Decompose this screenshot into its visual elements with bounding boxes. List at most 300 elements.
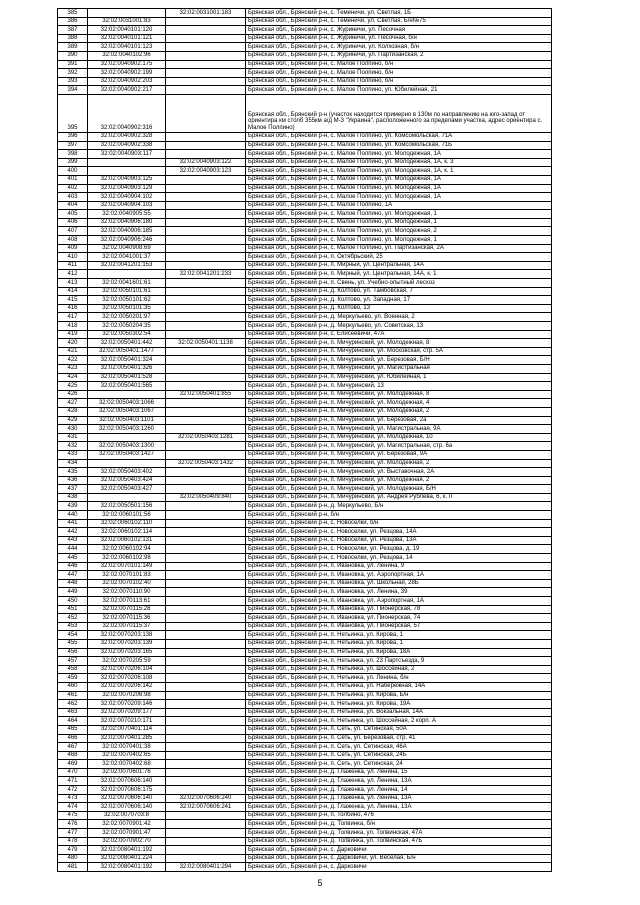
table-row (58, 614, 552, 623)
cadastral-number-alt-cell (166, 364, 246, 373)
table-row (58, 459, 552, 468)
table-row (58, 751, 552, 760)
row-number-cell: 445 (58, 554, 88, 563)
cadastral-number-alt-cell (166, 519, 246, 528)
table-row (58, 94, 552, 132)
cadastral-number-cell: 32:02:0050401:565 (88, 382, 166, 391)
cadastral-number-alt-cell (166, 77, 246, 86)
cadastral-number-alt-cell (166, 854, 246, 863)
cadastral-number-alt-cell: 32:02:0070606:241 (166, 803, 246, 812)
address-cell: Брянская обл., Брянский р-н, п. Нетьинка, ул. Кирова, 18А (246, 648, 552, 657)
row-number-cell: 399 (58, 158, 88, 167)
address-cell: Брянская обл., Брянский р-н, д. Глаженка, ул. Ленина, 13А (246, 803, 552, 812)
address-cell: Брянская обл., Брянский р-н, с. Журиничи, ул. Партизанская, 2 (246, 51, 552, 60)
address-cell: Брянская обл., Брянский р-н, д. Глаженка, ул. Ленина, 13А (246, 794, 552, 803)
cadastral-number-cell (88, 9, 166, 18)
table-row (58, 794, 552, 803)
address-cell: Брянская обл., Брянский р-н, с. Малое Полпино, б/н (246, 60, 552, 69)
row-number-cell: 434 (58, 459, 88, 468)
cadastral-number-alt-cell (166, 682, 246, 691)
cadastral-number-cell: 32:02:0070902:70 (88, 837, 166, 846)
table-row (58, 734, 552, 743)
address-cell: Брянская обл., Брянский р-н, д. Глаженка, ул. Ленина, 13А (246, 777, 552, 786)
cadastral-number-alt-cell (166, 407, 246, 416)
cadastral-number-cell: 32:02:0070210:171 (88, 717, 166, 726)
row-number-cell: 398 (58, 150, 88, 159)
cadastral-number-cell: 32:02:0050401:442 (88, 339, 166, 348)
row-number-cell: 452 (58, 614, 88, 623)
address-cell: Брянская обл., Брянский р-н, с. Малое Полпино, ул. Молодежная, 1А (246, 184, 552, 193)
cadastral-number-alt-cell (166, 674, 246, 683)
cadastral-number-cell: 32:02:0040905:55 (88, 210, 166, 219)
cadastral-number-alt-cell (166, 141, 246, 150)
address-cell: Брянская обл., Брянский р-н, п. Ивановка, ул. Пионерская, 74 (246, 614, 552, 623)
cadastral-number-cell (88, 390, 166, 399)
cadastral-number-cell: 32:02:0060101:56 (88, 511, 166, 520)
address-cell: Брянская обл., Брянский р-н, п. Нетьинка, ул. Кирова, 1 (246, 631, 552, 640)
address-cell: Брянская обл., Брянский р-н, п. Мичуринский, ул. Магистральная, 9А (246, 425, 552, 434)
table-row (58, 811, 552, 820)
table-row (58, 390, 552, 399)
cadastral-number-cell: 32:02:0040906:180 (88, 218, 166, 227)
table-row (58, 296, 552, 305)
table-row (58, 175, 552, 184)
row-number-cell: 450 (58, 597, 88, 606)
address-cell: Брянская обл., Брянский р-н, п. Мичуринский, ул. Молодежная, 8 (246, 339, 552, 348)
row-number-cell: 465 (58, 725, 88, 734)
address-cell: Брянская обл., Брянский р-н, п. Мичуринский, ул. Молодежная, 2 (246, 459, 552, 468)
row-number-cell: 458 (58, 665, 88, 674)
cadastral-number-alt-cell (166, 820, 246, 829)
row-number-cell: 463 (58, 708, 88, 717)
row-number-cell: 469 (58, 760, 88, 769)
row-number-cell: 417 (58, 313, 88, 322)
address-cell: Брянская обл., Брянский р-н, п. Мичуринский, ул. Березовая, Б/Н (246, 356, 552, 365)
cadastral-number-cell: 32:02:0040902:328 (88, 132, 166, 141)
row-number-cell: 442 (58, 528, 88, 537)
table-row (58, 17, 552, 26)
table-row (58, 236, 552, 245)
table-row (58, 768, 552, 777)
row-number-cell: 392 (58, 69, 88, 78)
cadastral-number-alt-cell (166, 382, 246, 391)
address-cell: Брянская обл., Брянский р-н, с. Дарковичи, ул. Веселая, Б/н (246, 854, 552, 863)
cadastral-number-alt-cell: 32:02:0040903:122 (166, 158, 246, 167)
row-number-cell: 385 (58, 9, 88, 18)
row-number-cell: 410 (58, 253, 88, 262)
table-row (58, 433, 552, 442)
row-number-cell: 470 (58, 768, 88, 777)
address-cell: Брянская обл., Брянский р-н, с. Малое Полпино, ул. Молодежная, 1 (246, 218, 552, 227)
address-cell: Брянская обл., Брянский р-н, п. Сеть, ул. Сетинская, 50А (246, 725, 552, 734)
cadastral-number-cell: 32:02:0060102:131 (88, 536, 166, 545)
row-number-cell: 436 (58, 476, 88, 485)
cadastral-number-alt-cell (166, 184, 246, 193)
cadastral-number-cell: 32:02:0040904:103 (88, 201, 166, 210)
table-row (58, 77, 552, 86)
cadastral-number-alt-cell (166, 26, 246, 35)
row-number-cell: 428 (58, 407, 88, 416)
address-cell: Брянская обл., Брянский р-н, п. Сеть, ул. Сетинская, 24 (246, 760, 552, 769)
row-number-cell: 473 (58, 794, 88, 803)
table-row (58, 34, 552, 43)
table-row (58, 571, 552, 580)
cadastral-number-cell: 32:02:0070101:83 (88, 571, 166, 580)
row-number-cell: 432 (58, 442, 88, 451)
cadastral-number-alt-cell (166, 622, 246, 631)
row-number-cell: 481 (58, 863, 88, 872)
row-number-cell: 386 (58, 17, 88, 26)
address-cell: Брянская обл., Брянский р-н, д. Меркульево, ул. Военная, 2 (246, 313, 552, 322)
cadastral-number-cell: 32:02:0040906:185 (88, 227, 166, 236)
table-row (58, 399, 552, 408)
address-cell: Брянская обл., Брянский р-н, с. Малое Полпино, ул. Молодежная, 2 (246, 227, 552, 236)
row-number-cell: 435 (58, 468, 88, 477)
row-number-cell: 439 (58, 502, 88, 511)
row-number-cell: 404 (58, 201, 88, 210)
address-cell: Брянская обл., Брянский р-н, п. Сеть, ул. Сетинская, 46А (246, 743, 552, 752)
address-cell: Брянская обл., Брянский р-н, п. Толбино, 476 (246, 811, 552, 820)
table-row (58, 502, 552, 511)
table-row (58, 639, 552, 648)
row-number-cell: 479 (58, 846, 88, 855)
table-row (58, 261, 552, 270)
cadastral-number-cell: 32:02:0031001:83 (88, 17, 166, 26)
table-row (58, 803, 552, 812)
cadastral-number-alt-cell (166, 691, 246, 700)
cadastral-number-cell: 32:02:0040101:121 (88, 34, 166, 43)
cadastral-number-cell: 32:02:0060102:110 (88, 519, 166, 528)
address-cell: Брянская обл., Брянский р-н, п. Свень, ул. Учебно-опытный лесхоз (246, 279, 552, 288)
cadastral-number-alt-cell (166, 34, 246, 43)
table-row (58, 218, 552, 227)
cadastral-number-cell: 32:02:0040902:316 (88, 94, 166, 132)
address-cell: Брянская обл., Брянский р-н, п. Сеть, ул. Сетинская, 24Б (246, 751, 552, 760)
cadastral-number-cell: 32:02:0050403:1427 (88, 450, 166, 459)
address-cell: Брянская обл., Брянский р-н, п. Мичуринский, ул. Молодежная, 4 (246, 399, 552, 408)
cadastral-number-alt-cell (166, 86, 246, 95)
table-row (58, 485, 552, 494)
cadastral-number-cell: 32:02:0050403:1066 (88, 399, 166, 408)
cadastral-number-cell (88, 167, 166, 176)
cadastral-number-cell: 32:02:0050101:35 (88, 304, 166, 313)
table-row (58, 330, 552, 339)
address-cell: Брянская обл., Брянский р-н, п. Мирный, ул. Центральная, 14А, к. 1 (246, 270, 552, 279)
row-number-cell: 474 (58, 803, 88, 812)
cadastral-number-cell: 32:02:0070401:285 (88, 734, 166, 743)
address-cell: Брянская обл., Брянский р-н (участок находится примерно в 130м по направлению на юго-запад от ориентира км столб 355км а/д М-3 "Украина", расположенного за пределами участка, адрес ориентира с. Малое Полпино) (246, 94, 552, 132)
table-row (58, 493, 552, 502)
address-cell: Брянская обл., Брянский р-н, с. Журиничи, ул. Песочная (246, 26, 552, 35)
cadastral-number-cell: 32:02:0070113:61 (88, 597, 166, 606)
cadastral-number-cell: 32:02:0040906:246 (88, 236, 166, 245)
cadastral-number-alt-cell: 32:02:0050401:1138 (166, 339, 246, 348)
table-row (58, 829, 552, 838)
table-row (58, 193, 552, 202)
row-number-cell: 480 (58, 854, 88, 863)
row-number-cell: 441 (58, 519, 88, 528)
table-row (58, 588, 552, 597)
cadastral-number-alt-cell (166, 811, 246, 820)
cadastral-number-cell: 32:02:0070209:177 (88, 708, 166, 717)
row-number-cell: 389 (58, 43, 88, 52)
address-cell: Брянская обл., Брянский р-н, д. Глаженка, ул. Ленина, 14 (246, 786, 552, 795)
row-number-cell: 440 (58, 511, 88, 520)
cadastral-number-cell: 32:02:0070401:38 (88, 743, 166, 752)
cadastral-number-cell: 32:02:0070206:98 (88, 691, 166, 700)
address-cell: Брянская обл., Брянский р-н, п. Нетьинка, ул. Кирова, 19А (246, 700, 552, 709)
table-row (58, 356, 552, 365)
table-row (58, 579, 552, 588)
address-cell: Брянская обл., Брянский р-н, с. Малое Полпино, ул. Молодежная, 1А (246, 193, 552, 202)
address-cell: Брянская обл., Брянский р-н, п. Ивановка, ул. Школьная, 28Б (246, 579, 552, 588)
cadastral-number-cell: 32:02:0040101:120 (88, 26, 166, 35)
address-cell: Брянская обл., Брянский р-н, п. Сеть, ул. Березовая, стр. 41 (246, 734, 552, 743)
table-row (58, 820, 552, 829)
address-cell: Брянская обл., Брянский р-н, с. Малое Полпино, ул. Партизанская, 2А (246, 244, 552, 253)
address-cell: Брянская обл., Брянский р-н, д. Толвинка, ул. Толвинская, 47Б (246, 837, 552, 846)
cadastral-number-alt-cell: 32:02:0050403:1281 (166, 433, 246, 442)
table-row (58, 442, 552, 451)
page-number: 5 (317, 878, 323, 888)
cadastral-number-alt-cell: 32:02:0050401:855 (166, 390, 246, 399)
table-row (58, 86, 552, 95)
row-number-cell: 411 (58, 261, 88, 270)
cadastral-number-cell: 32:02:0041001:37 (88, 253, 166, 262)
row-number-cell: 461 (58, 691, 88, 700)
address-cell: Брянская обл., Брянский р-н, д. Колтово, ул. Западная, 17 (246, 296, 552, 305)
table-row (58, 69, 552, 78)
address-cell: Брянская обл., Брянский р-н, с. Малое Полпино, ул. Юбилейная, 21 (246, 86, 552, 95)
cadastral-number-cell: 32:02:0070205:59 (88, 657, 166, 666)
row-number-cell: 437 (58, 485, 88, 494)
row-number-cell: 468 (58, 751, 88, 760)
address-cell: Брянская обл., Брянский р-н, п. Мичуринский, ул. Магистральная, стр. 6а (246, 442, 552, 451)
row-number-cell: 390 (58, 51, 88, 60)
table-row (58, 528, 552, 537)
table-row (58, 476, 552, 485)
address-cell: Брянская обл., Брянский р-н, п. Октябрьский, 25 (246, 253, 552, 262)
cadastral-number-cell: 32:02:0040903:125 (88, 175, 166, 184)
cadastral-number-cell: 32:02:0070606:140 (88, 803, 166, 812)
cadastral-number-cell: 32:02:0040903:117 (88, 150, 166, 159)
table-row (58, 837, 552, 846)
cadastral-number-alt-cell (166, 218, 246, 227)
address-cell: Брянская обл., Брянский р-н, п. Нетьинка, ул. Шоссейная, 2 корп. А (246, 717, 552, 726)
cadastral-number-alt-cell: 32:02:0070606:240 (166, 794, 246, 803)
cadastral-number-cell: 32:02:0070209:146 (88, 700, 166, 709)
table-row (58, 674, 552, 683)
cadastral-number-alt-cell (166, 502, 246, 511)
row-number-cell: 422 (58, 356, 88, 365)
table-row (58, 691, 552, 700)
address-cell: Брянская обл., Брянский р-н, п. Нетьинка, ул. Вокзальная, 14А (246, 708, 552, 717)
cadastral-number-cell: 32:02:0070203:139 (88, 639, 166, 648)
cadastral-number-alt-cell (166, 829, 246, 838)
table-row (58, 150, 552, 159)
address-cell: Брянская обл., Брянский р-н, п. Мичуринский, ул. Молодежная, Б/Н (246, 485, 552, 494)
cadastral-number-cell: 32:02:0050101:62 (88, 296, 166, 305)
table-row (58, 279, 552, 288)
row-number-cell: 393 (58, 77, 88, 86)
address-cell: Брянская обл., Брянский р-н, с. Новоселки, ул. Резцова, 13А (246, 536, 552, 545)
cadastral-number-alt-cell (166, 330, 246, 339)
cadastral-number-cell: 32:02:0080401:192 (88, 846, 166, 855)
cadastral-number-cell: 32:02:0070115:28 (88, 605, 166, 614)
row-number-cell: 409 (58, 244, 88, 253)
cadastral-number-alt-cell: 32:02:0040903:123 (166, 167, 246, 176)
address-cell: Брянская обл., Брянский р-н, п. Ивановка, ул. Ленина, 9 (246, 562, 552, 571)
table-row (58, 158, 552, 167)
row-number-cell: 460 (58, 682, 88, 691)
row-number-cell: 415 (58, 296, 88, 305)
address-cell: Брянская обл., Брянский р-н, с. Новоселки, б/н (246, 519, 552, 528)
address-cell: Брянская обл., Брянский р-н, п. Мичуринский, 13 (246, 382, 552, 391)
cadastral-number-cell: 32:02:0070203:165 (88, 648, 166, 657)
table-row (58, 631, 552, 640)
address-cell: Брянская обл., Брянский р-н, с. Малое Полпино, ул. Комсомольская, 71А (246, 132, 552, 141)
cadastral-number-alt-cell (166, 476, 246, 485)
table-row (58, 382, 552, 391)
cadastral-number-alt-cell (166, 768, 246, 777)
cadastral-number-cell (88, 459, 166, 468)
cadastral-number-cell: 32:02:0050401:326 (88, 364, 166, 373)
table-row (58, 717, 552, 726)
cadastral-number-cell: 32:02:0050501:156 (88, 502, 166, 511)
table-row (58, 43, 552, 52)
address-cell: Брянская обл., Брянский р-н, п. Мичуринский, ул. Выставочная, 2А (246, 468, 552, 477)
cadastral-number-alt-cell: 32:02:0031001:183 (166, 9, 246, 18)
row-number-cell: 446 (58, 562, 88, 571)
cadastral-number-alt-cell (166, 193, 246, 202)
cadastral-number-alt-cell (166, 588, 246, 597)
cadastral-number-alt-cell: 32:02:0050409:840 (166, 493, 246, 502)
table-row (58, 26, 552, 35)
row-number-cell: 423 (58, 364, 88, 373)
cadastral-number-cell: 32:02:0040903:129 (88, 184, 166, 193)
cadastral-number-alt-cell (166, 597, 246, 606)
row-number-cell: 466 (58, 734, 88, 743)
cadastral-number-cell: 32:02:0080401:192 (88, 863, 166, 872)
row-number-cell: 408 (58, 236, 88, 245)
cadastral-number-cell (88, 433, 166, 442)
row-number-cell: 433 (58, 450, 88, 459)
table-row (58, 786, 552, 795)
row-number-cell: 414 (58, 287, 88, 296)
cadastral-number-alt-cell (166, 296, 246, 305)
address-cell: Брянская обл., Брянский р-н, с. Малое Полпино, б/н (246, 77, 552, 86)
cadastral-number-alt-cell: 32:02:0041201:233 (166, 270, 246, 279)
table-row (58, 700, 552, 709)
cadastral-number-alt-cell (166, 777, 246, 786)
table-row (58, 167, 552, 176)
table-row (58, 536, 552, 545)
table-row (58, 210, 552, 219)
row-number-cell: 478 (58, 837, 88, 846)
address-cell: Брянская обл., Брянский р-н, с. Малое Полпино, 1А (246, 201, 552, 210)
address-cell: Брянская обл., Брянский р-н, с. Малое Полпино, ул. Молодежная, 1 (246, 210, 552, 219)
address-cell: Брянская обл., Брянский р-н, с. Дарковичи (246, 846, 552, 855)
row-number-cell: 475 (58, 811, 88, 820)
table-row (58, 708, 552, 717)
address-cell: Брянская обл., Брянский р-н, п. Мирный, ул. Центральная, 14А (246, 261, 552, 270)
cadastral-number-cell: 32:02:0080401:224 (88, 854, 166, 863)
row-number-cell: 421 (58, 347, 88, 356)
cadastral-number-cell: 32:02:0070606:175 (88, 786, 166, 795)
cadastral-number-alt-cell (166, 571, 246, 580)
cadastral-number-alt-cell (166, 846, 246, 855)
row-number-cell: 472 (58, 786, 88, 795)
table-row (58, 597, 552, 606)
row-number-cell: 467 (58, 743, 88, 752)
table-row (58, 407, 552, 416)
table-row (58, 562, 552, 571)
cadastral-table (57, 8, 552, 872)
cadastral-number-alt-cell (166, 450, 246, 459)
cadastral-number-cell: 32:02:0070901:47 (88, 829, 166, 838)
row-number-cell: 459 (58, 674, 88, 683)
address-cell: Брянская обл., Брянский р-н, п. Мичуринский, ул. Молодежная, 2 (246, 476, 552, 485)
table-row (58, 665, 552, 674)
row-number-cell: 395 (58, 94, 88, 132)
row-number-cell: 444 (58, 545, 88, 554)
cadastral-number-cell: 32:02:0050401:528 (88, 373, 166, 382)
cadastral-number-alt-cell (166, 132, 246, 141)
cadastral-number-alt-cell (166, 665, 246, 674)
table-row (58, 9, 552, 18)
cadastral-number-alt-cell (166, 69, 246, 78)
cadastral-number-cell: 32:02:0040908:69 (88, 244, 166, 253)
cadastral-number-alt-cell (166, 17, 246, 26)
cadastral-number-alt-cell (166, 94, 246, 132)
cadastral-number-alt-cell: 32:02:0050403:1432 (166, 459, 246, 468)
cadastral-number-alt-cell (166, 43, 246, 52)
cadastral-number-cell: 32:02:0060102:114 (88, 528, 166, 537)
cadastral-number-alt-cell (166, 545, 246, 554)
cadastral-number-cell (88, 158, 166, 167)
cadastral-number-alt-cell (166, 614, 246, 623)
cadastral-number-alt-cell (166, 442, 246, 451)
cadastral-number-alt-cell (166, 657, 246, 666)
address-cell: Брянская обл., Брянский р-н, п. Ивановка, ул. Пионерская, 57 (246, 622, 552, 631)
table-row (58, 227, 552, 236)
row-number-cell: 462 (58, 700, 88, 709)
cadastral-number-cell: 32:02:0040902:175 (88, 60, 166, 69)
cadastral-number-alt-cell (166, 322, 246, 331)
row-number-cell: 451 (58, 605, 88, 614)
row-number-cell: 476 (58, 820, 88, 829)
row-number-cell: 438 (58, 493, 88, 502)
cadastral-number-alt-cell (166, 261, 246, 270)
address-cell: Брянская обл., Брянский р-н, с. Малое Полпино, ул. Молодежная, 1А (246, 175, 552, 184)
table-row (58, 450, 552, 459)
cadastral-number-alt-cell (166, 536, 246, 545)
cadastral-number-alt-cell (166, 562, 246, 571)
cadastral-number-alt-cell (166, 227, 246, 236)
table-row (58, 201, 552, 210)
row-number-cell: 454 (58, 631, 88, 640)
address-cell: Брянская обл., Брянский р-н, п. Нетьинка, ул. Шоссейная, 2 (246, 665, 552, 674)
address-cell: Брянская обл., Брянский р-н, п. Мичуринский, ул. Молодежная, 2 (246, 407, 552, 416)
cadastral-number-alt-cell (166, 837, 246, 846)
row-number-cell: 418 (58, 322, 88, 331)
row-number-cell: 448 (58, 579, 88, 588)
cadastral-number-alt-cell (166, 554, 246, 563)
address-cell: Брянская обл., Брянский р-н, с. Новоселки, ул. Резцова, 14А (246, 528, 552, 537)
row-number-cell: 400 (58, 167, 88, 176)
address-cell: Брянская обл., Брянский р-н, п. Мичуринский, ул. Березовая, 9А (246, 450, 552, 459)
row-number-cell: 419 (58, 330, 88, 339)
